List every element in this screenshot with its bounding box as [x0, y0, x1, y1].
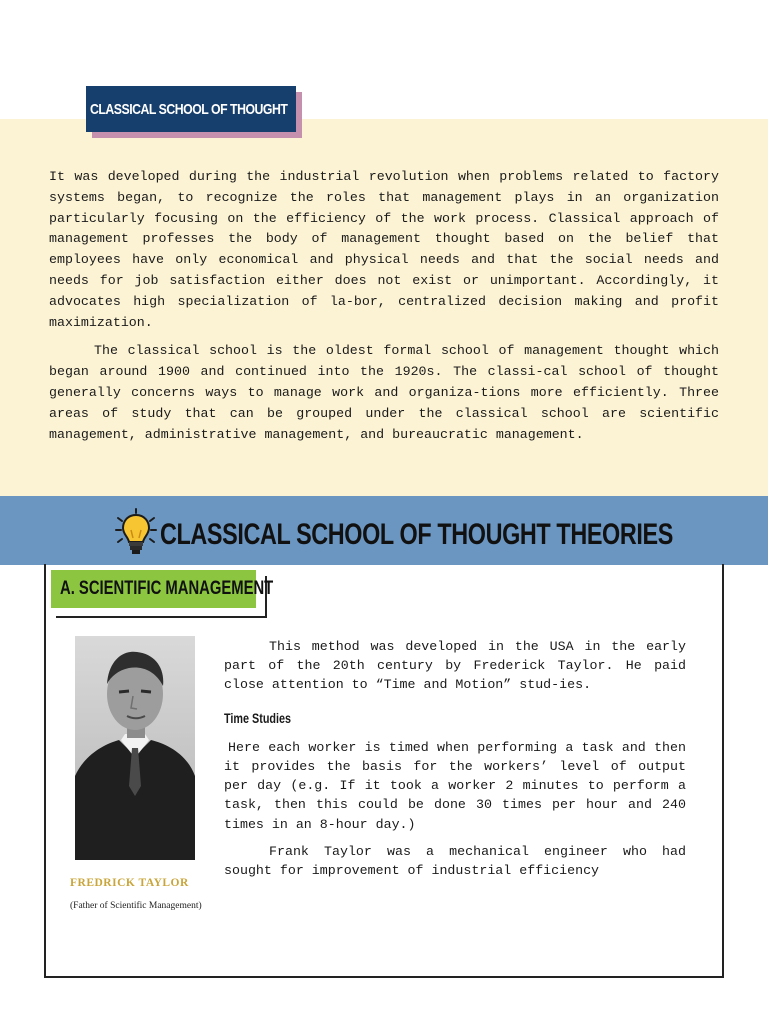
subsection-tag: A. SCIENTIFIC MANAGEMENT — [51, 570, 256, 608]
time-studies-heading: Time Studies — [224, 710, 292, 726]
scientific-paragraph-2: Here each worker is timed when performing a task and then it provides the basis for the workers’ level of output per day (e.g. If it took a worker 2 minutes to perform a task, then this could be done 30 times per hour and 240 times in an 8-hour day.) — [224, 739, 686, 832]
portrait-subtitle: (Father of Scientific Management) — [70, 901, 202, 911]
lightbulb-icon — [114, 508, 158, 556]
section-title: CLASSICAL SCHOOL OF THOUGHT THEORIES — [160, 518, 673, 551]
scientific-paragraph-1: This method was developed in the USA in the early part of the 20th century by Frederick Taylor. He paid close attention to “Time and Motion” stud-ies. — [224, 639, 686, 693]
intro-paragraph-2: The classical school is the oldest formal school of management thought which began around 1900 and continued into the 1920s. The classi-cal school of thought generally concerns ways to manage work and organiza-tions more efficiently. Three areas of study that can be grouped under the classical school are scientific management, administrative management, and bureaucratic management. — [49, 343, 719, 442]
portrait-name: FREDRICK TAYLOR — [70, 877, 189, 889]
scientific-management-text — [224, 637, 686, 880]
portrait-illustration — [75, 636, 195, 860]
intro-text — [49, 167, 719, 453]
scientific-paragraph-3: Frank Taylor was a mechanical engineer who had sought for improvement of industrial efficiency — [224, 843, 686, 879]
header-tag: CLASSICAL SCHOOL OF THOUGHT — [86, 86, 296, 132]
portrait-photo — [75, 636, 195, 860]
intro-paragraph-1: It was developed during the industrial revolution when problems related to factory systems began, to recognize the roles that management plays in an organization particularly focusing on the efficiency of the work process. Classical approach of management professes the body of management thought based on the belief that employees have only economical and physical needs and that the social needs and needs for job satisfaction either does not exist or unimportant. Accordingly, it advocates high specialization of la-bor, centralized decision making and profit maximization. — [49, 169, 719, 330]
